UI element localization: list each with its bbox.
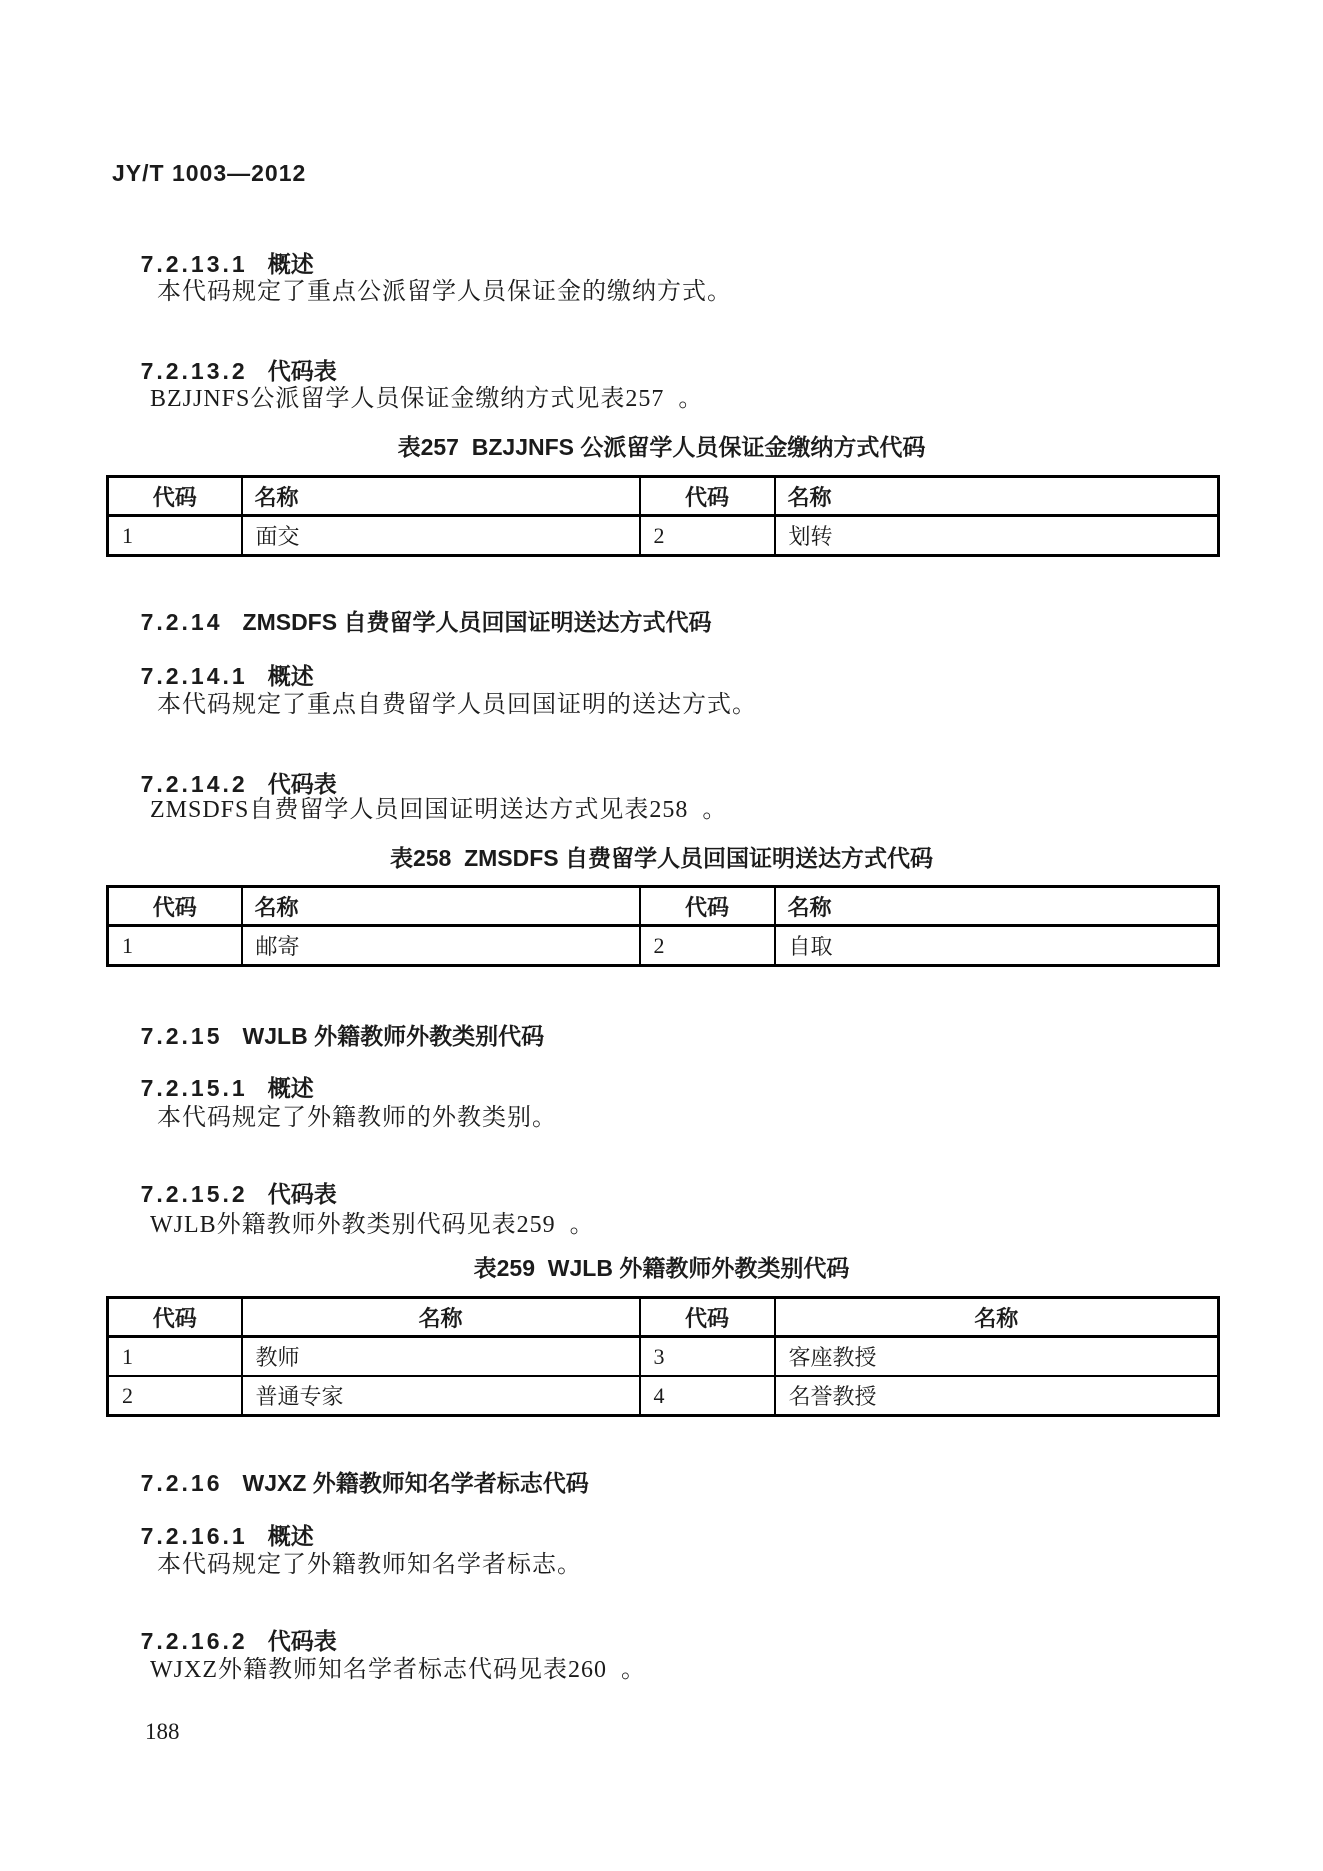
paragraph: 本代码规定了外籍教师的外教类别。 bbox=[157, 1105, 557, 1131]
column-header-name: 名称 bbox=[775, 477, 1219, 516]
table-258-title: 表258 ZMSDFS 自费留学人员回国证明送达方式代码 bbox=[389, 845, 934, 871]
table-257-title: 表257 BZJJNFS 公派留学人员保证金缴纳方式代码 bbox=[397, 434, 926, 460]
section-title: WJLB 外籍教师外教类别代码 bbox=[242, 1023, 545, 1049]
column-header-code: 代码 bbox=[108, 477, 242, 516]
section-title: 代码表 bbox=[267, 771, 337, 797]
section-title: 概述 bbox=[267, 1523, 314, 1549]
table-header-row bbox=[108, 477, 1219, 516]
paragraph: BZJJNFS公派留学人员保证金缴纳方式见表257 。 bbox=[150, 386, 704, 412]
section-number: 7.2.13.1 bbox=[140, 251, 248, 277]
column-header-code: 代码 bbox=[640, 477, 775, 516]
table-header-row bbox=[108, 1298, 1219, 1337]
table-row bbox=[108, 1337, 1219, 1377]
cell-code: 1 bbox=[108, 926, 242, 966]
section-title: 代码表 bbox=[267, 1181, 337, 1207]
column-header-code: 代码 bbox=[640, 887, 775, 926]
section-title: 概述 bbox=[267, 251, 314, 277]
column-header-name: 名称 bbox=[242, 887, 640, 926]
cell-name: 划转 bbox=[775, 516, 1219, 556]
table-row bbox=[108, 1376, 1219, 1416]
cell-name: 面交 bbox=[242, 516, 640, 556]
standard-number: JY/T 1003—2012 bbox=[112, 160, 307, 186]
cell-name: 自取 bbox=[775, 926, 1219, 966]
paragraph: ZMSDFS自费留学人员回国证明送达方式见表258 。 bbox=[150, 797, 728, 823]
section-title: WJXZ 外籍教师知名学者标志代码 bbox=[242, 1470, 589, 1496]
column-header-code: 代码 bbox=[108, 1298, 242, 1337]
section-number: 7.2.16 bbox=[140, 1470, 223, 1496]
paragraph: WJXZ外籍教师知名学者标志代码见表260 。 bbox=[150, 1657, 646, 1683]
section-title: ZMSDFS 自费留学人员回国证明送达方式代码 bbox=[242, 609, 712, 635]
table-257 bbox=[106, 475, 1220, 557]
cell-name: 教师 bbox=[242, 1337, 640, 1377]
table-259 bbox=[106, 1296, 1220, 1417]
section-number: 7.2.14.2 bbox=[140, 771, 248, 797]
section-number: 7.2.14.1 bbox=[140, 663, 248, 689]
table-258 bbox=[106, 885, 1220, 967]
section-title: 代码表 bbox=[267, 1628, 337, 1654]
cell-code: 2 bbox=[640, 926, 775, 966]
cell-name: 名誉教授 bbox=[775, 1376, 1219, 1416]
table-row bbox=[108, 516, 1219, 556]
section-number: 7.2.15 bbox=[140, 1023, 223, 1049]
cell-code: 3 bbox=[640, 1337, 775, 1377]
section-number: 7.2.15.2 bbox=[140, 1181, 248, 1207]
cell-name: 客座教授 bbox=[775, 1337, 1219, 1377]
cell-code: 4 bbox=[640, 1376, 775, 1416]
table-header-row bbox=[108, 887, 1219, 926]
column-header-name: 名称 bbox=[775, 1298, 1219, 1337]
table-259-title: 表259 WJLB 外籍教师外教类别代码 bbox=[473, 1255, 850, 1281]
column-header-code: 代码 bbox=[640, 1298, 775, 1337]
paragraph: 本代码规定了外籍教师知名学者标志。 bbox=[157, 1552, 582, 1578]
cell-name: 普通专家 bbox=[242, 1376, 640, 1416]
cell-code: 2 bbox=[108, 1376, 242, 1416]
section-number: 7.2.16.1 bbox=[140, 1523, 248, 1549]
table-row bbox=[108, 926, 1219, 966]
cell-code: 1 bbox=[108, 516, 242, 556]
section-number: 7.2.15.1 bbox=[140, 1075, 248, 1101]
section-title: 概述 bbox=[267, 663, 314, 689]
column-header-code: 代码 bbox=[108, 887, 242, 926]
section-number: 7.2.16.2 bbox=[140, 1628, 248, 1654]
cell-name: 邮寄 bbox=[242, 926, 640, 966]
section-title: 概述 bbox=[267, 1075, 314, 1101]
section-number: 7.2.14 bbox=[140, 609, 223, 635]
column-header-name: 名称 bbox=[242, 1298, 640, 1337]
cell-code: 1 bbox=[108, 1337, 242, 1377]
column-header-name: 名称 bbox=[775, 887, 1219, 926]
column-header-name: 名称 bbox=[242, 477, 640, 516]
paragraph: 本代码规定了重点公派留学人员保证金的缴纳方式。 bbox=[157, 279, 732, 305]
paragraph: WJLB外籍教师外教类别代码见表259 。 bbox=[150, 1212, 595, 1238]
section-title: 代码表 bbox=[267, 358, 337, 384]
paragraph: 本代码规定了重点自费留学人员回国证明的送达方式。 bbox=[157, 692, 757, 718]
section-number: 7.2.13.2 bbox=[140, 358, 248, 384]
page-number: 188 bbox=[145, 1719, 180, 1744]
cell-code: 2 bbox=[640, 516, 775, 556]
